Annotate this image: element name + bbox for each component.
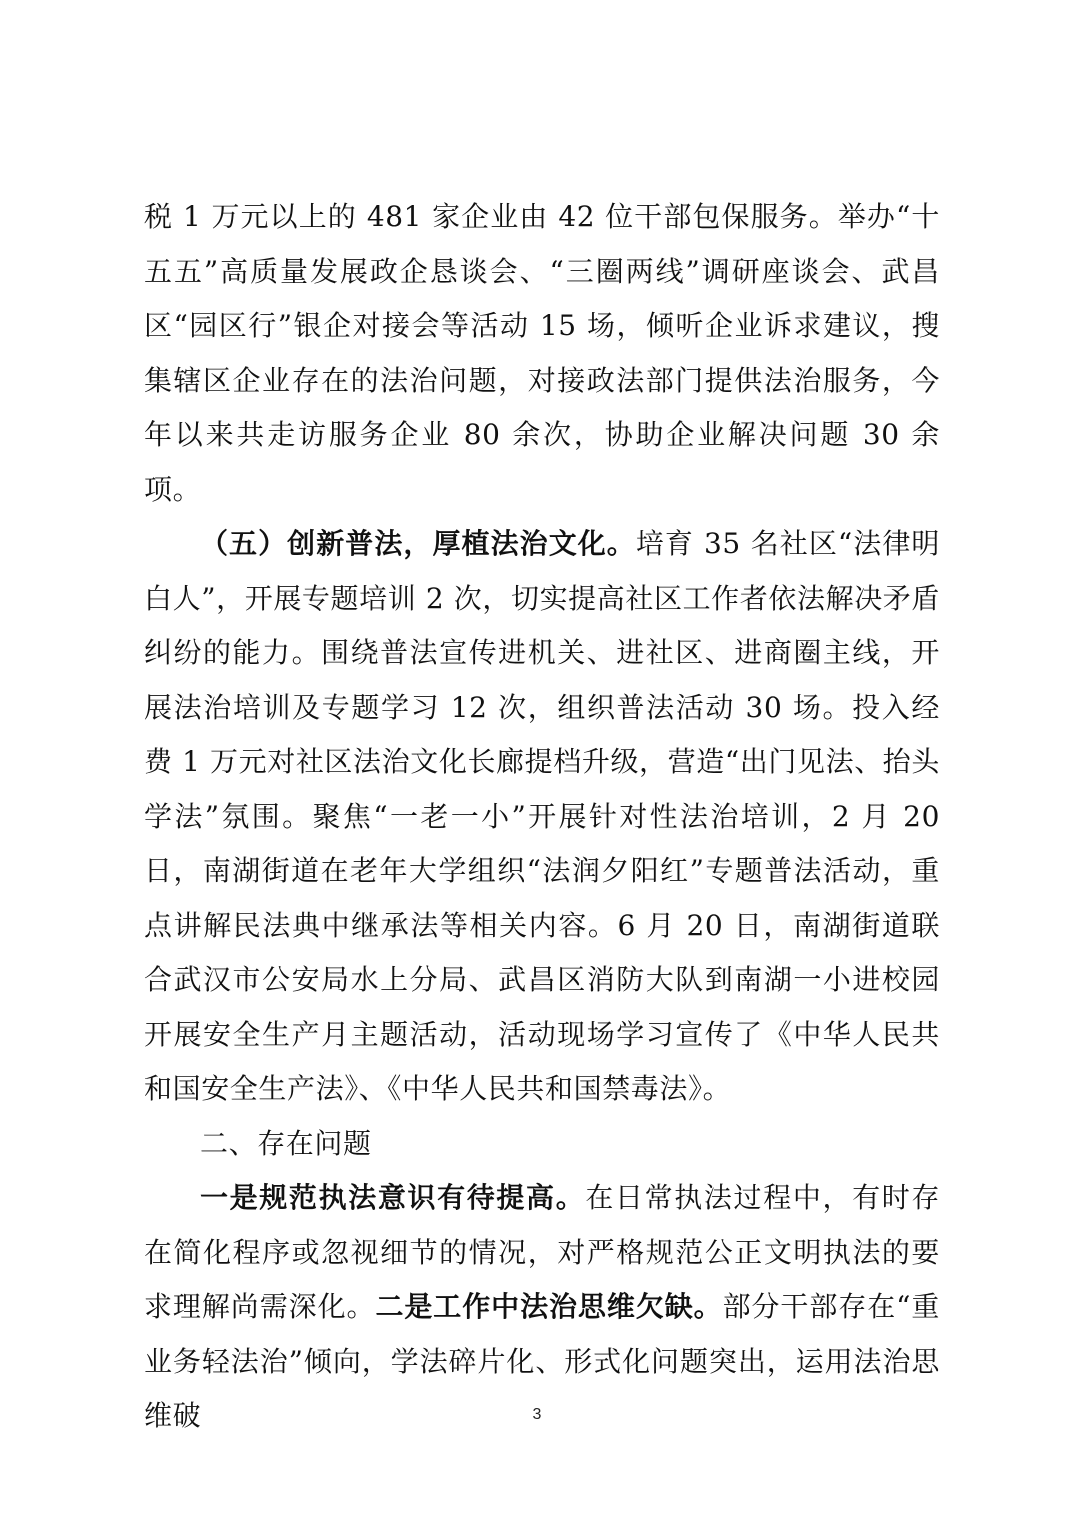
paragraph-text: 在日常执法过程中，有时存在简化程序或忽视细节的情况，对严格规范公正文明执法的要求理解尚需深化。 — [144, 1181, 940, 1323]
paragraph-text: 培育 35 名社区“法律明白人”，开展专题培训 2 次，切实提高社区工作者依法解决矛盾纠纷的能力。围绕普法宣传进机关、进社区、进商圈主线，开展法治培训及专题学习 12 次，组织普法活动 30 场。投入经费 1 万元对社区法治文化长廊提档升级，营造“出门见法、抬头学法”氛围。聚焦“一老一小”开展针对性法治培训，2 月 20 日，南湖街道在老年大学组织“法润夕阳红”专题普法活动，重点讲解民法典中继承法等相关内容。6 月 20 日，南湖街道联合武汉市公安局水上分局、武昌区消防大队到南湖一小进校园开展安全生产月主题活动，活动现场学习宣传了《中华人民共和国安全生产法》、《中华人民共和国禁毒法》。 — [144, 527, 940, 1105]
paragraph-problems — [144, 1171, 940, 1444]
paragraph-enterprise-service — [144, 190, 940, 517]
paragraph-legal-education — [144, 517, 940, 1117]
paragraph-lead-heading-second: 二是工作中法治思维欠缺。 — [375, 1290, 723, 1323]
paragraph-lead-heading: 一是规范执法意识有待提高。 — [200, 1181, 586, 1214]
paragraph-text-second: 部分干部存在“重业务轻法治”倾向，学法碎片化、形式化问题突出，运用法治思维破 — [144, 1290, 940, 1432]
page-number: 3 — [532, 1406, 542, 1423]
document-body — [144, 190, 940, 1444]
section-heading-existing-problems: 二、存在问题 — [200, 1126, 372, 1160]
paragraph-text: 税 1 万元以上的 481 家企业由 42 位干部包保服务。举办“十五五”高质量发展政企恳谈会、“三圈两线”调研座谈会、武昌区“园区行”银企对接会等活动 15 场，倾听企业诉求建议，搜集辖区企业存在的法治问题，对接政法部门提供法治服务，今年以来共走访服务企业 80 余次，协助企业解决问题 30 余项。 — [144, 200, 940, 506]
paragraph-lead-heading: （五）创新普法，厚植法治文化。 — [200, 527, 636, 560]
